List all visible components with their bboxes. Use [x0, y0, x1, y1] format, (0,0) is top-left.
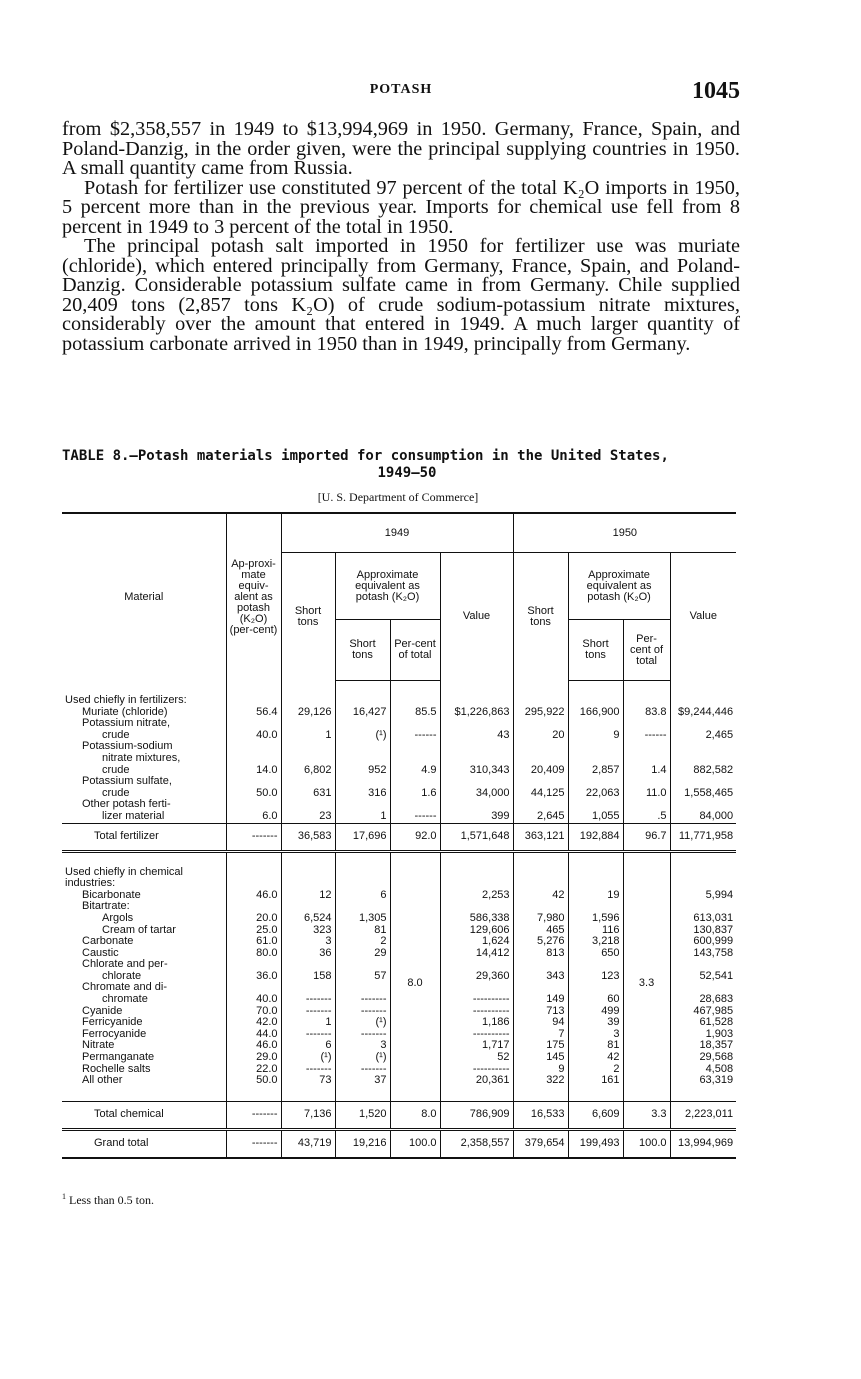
cell-k49: 316: [335, 788, 390, 800]
cell-k50: 19: [568, 890, 623, 902]
cell-v49: 34,000: [440, 788, 513, 800]
cell-st50: 465: [513, 925, 568, 937]
cell-k50: 39: [568, 1017, 623, 1029]
cell-st49: 3: [281, 936, 335, 948]
cell-v49: $1,226,863: [440, 707, 513, 719]
cell-pct: 50.0: [226, 788, 281, 800]
table-caption: [62, 448, 752, 482]
cell-k50: 60: [568, 994, 623, 1006]
imports-table: [62, 512, 736, 1159]
cell-v50: 600,999: [670, 936, 736, 948]
table-row: [62, 765, 736, 777]
cell-st50: 20,409: [513, 765, 568, 777]
cell-v50: 28,683: [670, 994, 736, 1006]
header-k2o-1950: Approximate equivalent as potash (K₂O): [568, 553, 670, 620]
cell-k50: 1,596: [568, 913, 623, 925]
row-material-line: Chlorate and per-: [82, 959, 168, 971]
cell-k50: 1,055: [568, 811, 623, 823]
cell-pct: 80.0: [226, 948, 281, 960]
cell-pct: 40.0: [226, 730, 281, 742]
cell-pct: 20.0: [226, 913, 281, 925]
cell-pct: 56.4: [226, 707, 281, 719]
row-material: lizer material: [102, 810, 165, 822]
cell-st50: 813: [513, 948, 568, 960]
cell-p49: 1.6: [390, 788, 440, 800]
cell-st49: (¹): [281, 1052, 335, 1064]
cell-v50: $9,244,446: [670, 707, 736, 719]
footnote-mark: 1: [62, 1192, 66, 1201]
row-material: Permanganate: [82, 1052, 155, 1064]
cell-p49: 8.0: [390, 1101, 440, 1129]
cell-k49: 6: [335, 890, 390, 902]
cell-v50: 613,031: [670, 913, 736, 925]
cell-pct: 50.0: [226, 1075, 281, 1087]
grand-total-row: [62, 1129, 736, 1158]
table-row: [62, 811, 736, 823]
cell-pct: 25.0: [226, 925, 281, 937]
cell-st49: 7,136: [281, 1101, 335, 1129]
cell-pct: 44.0: [226, 1029, 281, 1041]
cell-st50: 295,922: [513, 707, 568, 719]
cell-k49: -------: [335, 994, 390, 1006]
cell-k50: 2: [568, 1064, 623, 1076]
cell-k50: 161: [568, 1075, 623, 1087]
cell-st49: -------: [281, 1006, 335, 1018]
cell-v49: 1,717: [440, 1040, 513, 1052]
cell-k49: -------: [335, 1006, 390, 1018]
cell-v49: 1,186: [440, 1017, 513, 1029]
cell-v49: 29,360: [440, 971, 513, 983]
paragraph-2: Potash for fertilizer use constituted 97 percent of the total K₂O imports in 1950, 5 percent more than in the previous year. Imports for chemical use fell from 8 percent in 1949 to 3 percent of the total in 1950.: [62, 176, 740, 238]
cell-pct: 42.0: [226, 1017, 281, 1029]
row-material: Cream of tartar: [102, 924, 176, 936]
cell-v50: 130,837: [670, 925, 736, 937]
row-material: chromate: [102, 994, 148, 1006]
table-row: [62, 730, 736, 742]
cell-v50: 2,465: [670, 730, 736, 742]
cell-v49: 2,253: [440, 890, 513, 902]
cell-v50: 63,319: [670, 1075, 736, 1087]
cell-k50: 123: [568, 971, 623, 983]
running-title: POTASH: [369, 82, 433, 97]
cell-k50: 199,493: [568, 1129, 623, 1158]
row-material-line: nitrate mixtures,: [102, 752, 181, 764]
row-material: Cyanide: [82, 1005, 123, 1017]
row-material: Carbonate: [82, 936, 134, 948]
total-fertilizer-row: [62, 823, 736, 851]
row-material: All other: [82, 1075, 123, 1087]
cell-k50: 192,884: [568, 823, 623, 851]
row-material: chlorate: [102, 970, 142, 982]
cell-k49: 952: [335, 765, 390, 777]
cell-pct: 6.0: [226, 811, 281, 823]
cell-st49: 631: [281, 788, 335, 800]
cell-v50: 11,771,958: [670, 823, 736, 851]
cell-p50: 11.0: [623, 788, 670, 800]
cell-v50: 52,541: [670, 971, 736, 983]
cell-st50: 5,276: [513, 936, 568, 948]
cell-st49: 73: [281, 1075, 335, 1087]
cell-st50: 20: [513, 730, 568, 742]
cell-st49: 43,719: [281, 1129, 335, 1158]
body-text: [62, 120, 740, 354]
cell-k49: 16,427: [335, 707, 390, 719]
row-material: crude: [102, 764, 130, 776]
cell-v49: 1,571,648: [440, 823, 513, 851]
cell-st50: 44,125: [513, 788, 568, 800]
cell-v49: 14,412: [440, 948, 513, 960]
cell-v50: 2,223,011: [670, 1101, 736, 1129]
cell-pct: 70.0: [226, 1006, 281, 1018]
section-chemical: Used chiefly in chemical industries:: [65, 866, 183, 890]
cell-p49: 92.0: [390, 823, 440, 851]
cell-k49: 1,305: [335, 913, 390, 925]
cell-k49: 81: [335, 925, 390, 937]
cell-v49: 129,606: [440, 925, 513, 937]
cell-p50: 100.0: [623, 1129, 670, 1158]
table-caption-line2: 1949–50: [377, 465, 437, 481]
cell-k49: -------: [335, 1064, 390, 1076]
cell-k50: 22,063: [568, 788, 623, 800]
cell-k50: 116: [568, 925, 623, 937]
cell-k50: 3: [568, 1029, 623, 1041]
cell-p50: ------: [623, 730, 670, 742]
cell-pct: 40.0: [226, 994, 281, 1006]
cell-v50: 1,558,465: [670, 788, 736, 800]
cell-pct: -------: [226, 823, 281, 851]
header-material: Material: [124, 590, 164, 603]
cell-v49: ----------: [440, 1029, 513, 1041]
header-k2o-short-tons-1950: Short tons: [568, 620, 623, 681]
header-k2o-1949: Approximate equivalent as potash (K₂O): [335, 553, 440, 620]
row-material-line: Other potash ferti-: [82, 799, 171, 811]
header-percent-1949: Per-cent of total: [390, 620, 440, 681]
cell-p50: 83.8: [623, 707, 670, 719]
cell-k50: 166,900: [568, 707, 623, 719]
cell-v50: 143,758: [670, 948, 736, 960]
cell-p50: .5: [623, 811, 670, 823]
cell-k50: 9: [568, 730, 623, 742]
cell-st49: 36,583: [281, 823, 335, 851]
cell-k50: 81: [568, 1040, 623, 1052]
cell-k49: 37: [335, 1075, 390, 1087]
running-header: [62, 78, 740, 106]
cell-v49: ----------: [440, 1006, 513, 1018]
cell-st49: 158: [281, 971, 335, 983]
cell-st50: 9: [513, 1064, 568, 1076]
cell-v50: 5,994: [670, 890, 736, 902]
header-short-tons-1950: Short tons: [513, 553, 568, 681]
cell-pct: 29.0: [226, 1052, 281, 1064]
cell-p50: 96.7: [623, 823, 670, 851]
cell-k49: (¹): [335, 1052, 390, 1064]
cell-st50: 343: [513, 971, 568, 983]
cell-pct: 14.0: [226, 765, 281, 777]
header-approx-equiv: Ap-proxi-mate equiv-alent as potash (K₂O) (per-cent): [226, 513, 281, 681]
chem-pct-1949-brace: 8.0: [390, 867, 440, 1102]
cell-k50: 3,218: [568, 936, 623, 948]
cell-k49: 2: [335, 936, 390, 948]
cell-st50: 363,121: [513, 823, 568, 851]
cell-v50: 882,582: [670, 765, 736, 777]
page-number: 1045: [692, 78, 740, 104]
cell-st50: 42: [513, 890, 568, 902]
cell-v49: 52: [440, 1052, 513, 1064]
row-material: crude: [102, 787, 130, 799]
row-material: Ferricyanide: [82, 1017, 143, 1029]
row-material: Total chemical: [62, 1101, 226, 1129]
cell-k50: 42: [568, 1052, 623, 1064]
chem-pct-1950-brace: 3.3: [623, 867, 670, 1102]
total-chemical-row: [62, 1101, 736, 1129]
cell-st49: 1: [281, 730, 335, 742]
cell-k50: 499: [568, 1006, 623, 1018]
cell-v50: 18,357: [670, 1040, 736, 1052]
header-year-1950: 1950: [513, 513, 736, 553]
row-material-line: Potassium sulfate,: [82, 776, 172, 788]
table-row: [62, 707, 736, 719]
cell-p49: 4.9: [390, 765, 440, 777]
cell-v49: 1,624: [440, 936, 513, 948]
cell-pct: 46.0: [226, 1040, 281, 1052]
cell-st49: -------: [281, 1029, 335, 1041]
cell-st49: 12: [281, 890, 335, 902]
cell-st49: 6: [281, 1040, 335, 1052]
cell-pct: 22.0: [226, 1064, 281, 1076]
cell-v49: ----------: [440, 994, 513, 1006]
cell-p49: ------: [390, 730, 440, 742]
cell-pct: 36.0: [226, 971, 281, 983]
section-fertilizer: Used chiefly in fertilizers:: [65, 695, 187, 706]
table-row: [62, 788, 736, 800]
cell-st49: 1: [281, 1017, 335, 1029]
cell-v49: 399: [440, 811, 513, 823]
cell-k49: 19,216: [335, 1129, 390, 1158]
cell-p50: 1.4: [623, 765, 670, 777]
cell-k49: 1: [335, 811, 390, 823]
cell-st50: 322: [513, 1075, 568, 1087]
cell-v49: 310,343: [440, 765, 513, 777]
paragraph-3: The principal potash salt imported in 1950 for fertilizer use was muriate (chloride), which entered principally from Germany, France, Spain, and Poland-Danzig. Considerable potassium sulfate came in from Germany. Chile supplied 20,409 tons (2,857 tons K₂O) of crude sodium-potassium nitrate mixtures, considerably over the amount that entered in 1949. A much larger quantity of potassium carbonate arrived in 1950 than in 1949, principally from Germany.: [62, 235, 740, 355]
cell-k49: 57: [335, 971, 390, 983]
cell-v50: 13,994,969: [670, 1129, 736, 1158]
cell-v49: 43: [440, 730, 513, 742]
header-short-tons-1949: Short tons: [281, 553, 335, 681]
table-caption-line1: TABLE 8.—Potash materials imported for consumption in the United States,: [62, 448, 669, 464]
cell-v49: 586,338: [440, 913, 513, 925]
cell-st49: -------: [281, 994, 335, 1006]
footnote: [62, 1192, 154, 1208]
cell-st49: 29,126: [281, 707, 335, 719]
cell-v49: 786,909: [440, 1101, 513, 1129]
cell-p49: 100.0: [390, 1129, 440, 1158]
cell-k49: 29: [335, 948, 390, 960]
cell-k49: -------: [335, 1029, 390, 1041]
cell-st50: 94: [513, 1017, 568, 1029]
cell-k49: (¹): [335, 730, 390, 742]
cell-st50: 149: [513, 994, 568, 1006]
cell-st49: 6,802: [281, 765, 335, 777]
cell-p50: 3.3: [623, 1101, 670, 1129]
row-material: crude: [102, 729, 130, 741]
row-material: Bicarbonate: [82, 889, 141, 901]
cell-p49: 85.5: [390, 707, 440, 719]
cell-v50: 84,000: [670, 811, 736, 823]
cell-k49: 3: [335, 1040, 390, 1052]
cell-st50: 7: [513, 1029, 568, 1041]
cell-k49: 1,520: [335, 1101, 390, 1129]
cell-v50: 29,568: [670, 1052, 736, 1064]
cell-pct: 61.0: [226, 936, 281, 948]
header-value-1950: Value: [670, 553, 736, 681]
cell-v49: 2,358,557: [440, 1129, 513, 1158]
header-percent-1950: Per-cent of total: [623, 620, 670, 681]
cell-st50: 145: [513, 1052, 568, 1064]
header-k2o-short-tons-1949: Short tons: [335, 620, 390, 681]
cell-st50: 16,533: [513, 1101, 568, 1129]
row-material: Nitrate: [82, 1040, 115, 1052]
row-material: Bitartrate:: [82, 901, 130, 913]
row-material: Muriate (chloride): [82, 706, 168, 718]
row-material: Caustic: [82, 947, 119, 959]
cell-st50: 7,980: [513, 913, 568, 925]
row-material-line: Chromate and di-: [82, 982, 167, 994]
cell-st49: 323: [281, 925, 335, 937]
cell-st49: -------: [281, 1064, 335, 1076]
cell-v49: 20,361: [440, 1075, 513, 1087]
row-material: Grand total: [94, 1137, 149, 1150]
cell-st49: 36: [281, 948, 335, 960]
cell-v50: 467,985: [670, 1006, 736, 1018]
cell-st49: 6,524: [281, 913, 335, 925]
cell-k49: (¹): [335, 1017, 390, 1029]
cell-k50: 650: [568, 948, 623, 960]
cell-k49: 17,696: [335, 823, 390, 851]
header-year-1949: 1949: [281, 513, 513, 553]
row-material: Total fertilizer: [62, 823, 226, 851]
cell-st50: 175: [513, 1040, 568, 1052]
row-material-line: Potassium nitrate,: [82, 718, 171, 730]
cell-v49: ----------: [440, 1064, 513, 1076]
footnote-text: Less than 0.5 ton.: [69, 1193, 154, 1207]
row-material: Rochelle salts: [82, 1063, 151, 1075]
cell-st50: 713: [513, 1006, 568, 1018]
row-material-line: Potassium-sodium: [82, 741, 173, 753]
paragraph-1: from $2,358,557 in 1949 to $13,994,969 in 1950. Germany, France, Spain, and Poland-Danzig, in the order given, were the principal supplying countries in 1950. A small quantity came from Russia.: [62, 118, 740, 179]
row-material: Ferrocyanide: [82, 1028, 147, 1040]
table-source: [U. S. Department of Commerce]: [317, 490, 479, 504]
cell-st50: 2,645: [513, 811, 568, 823]
cell-st49: 23: [281, 811, 335, 823]
cell-pct: 46.0: [226, 890, 281, 902]
cell-v50: 4,508: [670, 1064, 736, 1076]
cell-pct: -------: [226, 1101, 281, 1129]
cell-k50: 2,857: [568, 765, 623, 777]
cell-p49: ------: [390, 811, 440, 823]
cell-v50: 1,903: [670, 1029, 736, 1041]
cell-pct: -------: [226, 1129, 281, 1158]
cell-v50: 61,528: [670, 1017, 736, 1029]
cell-st50: 379,654: [513, 1129, 568, 1158]
cell-k50: 6,609: [568, 1101, 623, 1129]
row-material: Argols: [102, 912, 134, 924]
header-value-1949: Value: [440, 553, 513, 681]
